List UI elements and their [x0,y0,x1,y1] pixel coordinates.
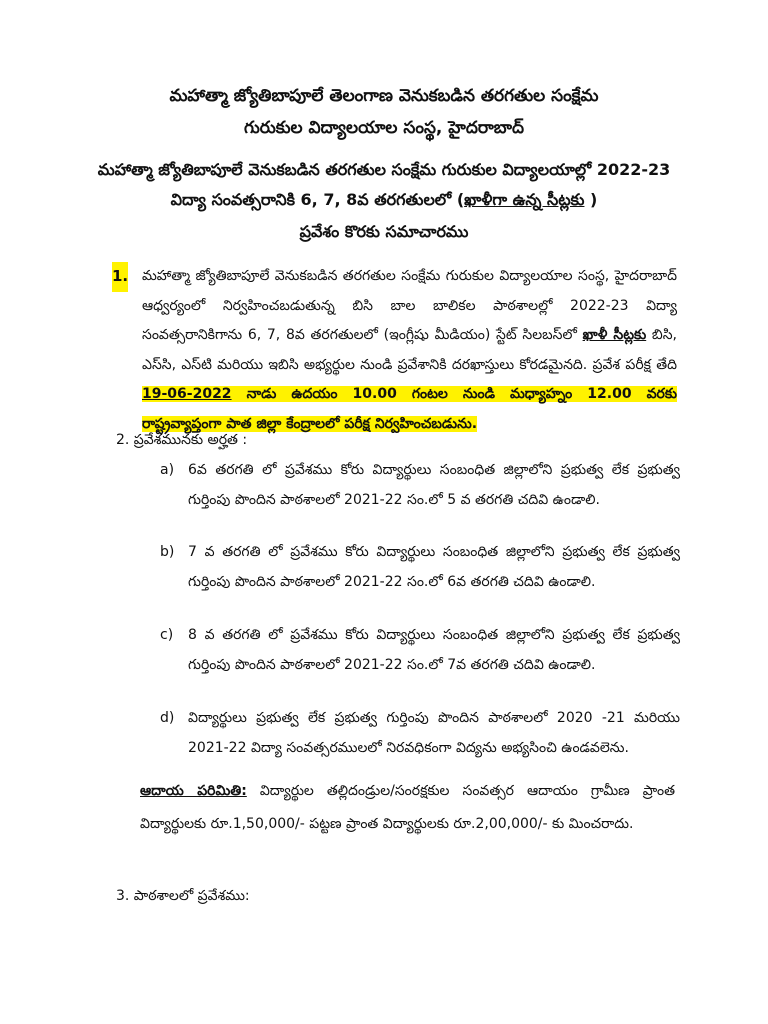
item-b-text: 7 వ తరగతి లో ప్రవేశము కోరు విద్యార్థులు సంబంధిత జిల్లాలోని ప్రభుత్వ లేక ప్రభుత్వ గుర్తింపు పొందిన పాఠశాలలో 2021-22 సం.లో 6వ తరగతి చదివి ఉండాలి. [188,544,680,590]
item-d-label: d) [160,710,175,726]
exam-time-text: నాడు ఉదయం 10.00 గంటల నుండి మధ్యాహ్నం 12.00 వరకు రాష్ట్రవ్యాప్తంగా పాత జిల్లా కేంద్రాలలో పరీక్ష నిర్వహించబడును. [142,386,677,432]
subtitle-line-1: మహాత్మా జ్యోతిబాపూలే వెనుకబడిన తరగతుల సంక్షేమ గురుకుల విద్యాలయాల్లో 2022-23 [97,160,671,179]
paragraph-1 [112,262,677,439]
subtitle-line-2-post: ) [584,190,598,209]
eligibility-item-a [160,455,680,515]
header-line-2: గురుకుల విద్యాలయాల సంస్థ, హైదరాబాద్ [244,118,524,138]
header-line-1: మహాత్మా జ్యోతిబాపూలే తెలంగాణ వెనుకబడిన తరగతుల సంక్షేమ [169,86,599,106]
eligibility-heading: 2. ప్రవేశమునకు అర్హత : [116,432,248,448]
item-a-text: 6వ తరగతి లో ప్రవేశము కోరు విద్యార్థులు సంబంధిత జిల్లాలోని ప్రభుత్వ లేక ప్రభుత్వ గుర్తింపు పొందిన పాఠశాలలో 2021-22 సం.లో 5 వ తరగతి చదివి ఉండాలి. [188,462,680,508]
item-a-label: a) [160,462,175,478]
item-c-text: 8 వ తరగతి లో ప్రవేశము కోరు విద్యార్థులు సంబంధిత జిల్లాలోని ప్రభుత్వ లేక ప్రభుత్వ గుర్తింపు పొందిన పాఠశాలలో 2021-22 సం.లో 7వ తరగతి చదివి ఉండాలి. [188,627,680,673]
exam-date: 19-06-2022 [142,386,232,402]
subtitle-line-2 [0,190,768,213]
eligibility-item-c [160,620,680,680]
item-1-text-b: బిసి, ఎస్‌సి, ఎస్‌టి మరియు ఇబిసి అభ్యర్థుల నుండి ప్రవేశానికి దరఖాస్తులు కోరడమైనది. ప్రవేశ పరీక్ష తేది [142,327,677,373]
income-limit-text: విద్యార్థుల తల్లిదండ్రుల/సంరక్షకుల సంవత్సర ఆదాయం గ్రామీణ ప్రాంత విద్యార్థులకు రూ.1,50,000/- పట్టణ ప్రాంత విద్యార్థులకు రూ.2,00,000/- కు మించరాదు. [140,783,675,832]
eligibility-item-b [160,537,680,597]
eligibility-item-d [160,703,680,763]
subtitle-line-3: ప్రవేశం కొరకు సమాచారము [299,222,469,241]
item-c-label: c) [160,627,174,643]
item-1-number: 1. [112,262,128,292]
income-limit-paragraph [140,775,675,841]
subtitle-line-2-pre: విద్యా సంవత్సరానికి 6, 7, 8వ తరగతులలో ( [170,190,465,209]
vacant-seats-heading: ఖాళీగా ఉన్న సీట్లకు [464,190,585,209]
item-b-label: b) [160,544,175,560]
item-d-text: విద్యార్థులు ప్రభుత్వ లేక ప్రభుత్వ గుర్తింపు పొందిన పాఠశాలలో 2020 -21 మరియు 2021-22 విద్యా సంవత్సరములలో నిరవధికంగా విద్యను అభ్యసించి ఉండవలెను. [188,710,680,756]
admission-heading: 3. పాఠశాలలో ప్రవేశము: [116,888,250,904]
item-1-text-a: మహాత్మా జ్యోతిబాపూలే వెనుకబడిన తరగతుల సంక్షేమ గురుకుల విద్యాలయాల సంస్థ, హైదరాబాద్ ఆధ్వర్యంలో నిర్వహించబడుతున్న బిసి బాల బాలికల పాఠశాలల్లో 2022-23 విద్యా సంవత్సరానికిగాను 6, 7, 8వ తరగతులలో (ఇంగ్లీషు మీడియం) స్టేట్ సిలబస్‌లో [142,268,677,343]
item-1-vacant-seats: ఖాళీ సీట్లకు [582,327,647,343]
income-limit-label: ఆదాయ పరిమితి: [140,783,247,799]
